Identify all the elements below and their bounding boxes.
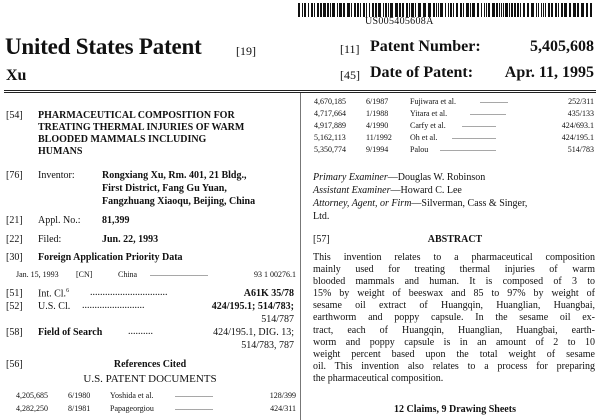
abstract-line-4: 15% by weight of beeswax and 85 to 97% by weight of: [313, 288, 595, 300]
intcl-sup: 6: [66, 288, 70, 294]
ref-right-3-number: 4,917,889: [314, 121, 346, 130]
attorney-line-2: Ltd.: [313, 211, 330, 222]
foreign-cn: [CN]: [76, 270, 93, 279]
ref-right-3-class: 424/693.1: [561, 121, 594, 130]
uscl-value-1: 424/195.1; 514/783;: [211, 301, 294, 312]
ref-right-2-class: 435/133: [567, 109, 594, 118]
abstract-line-9: weight percent based upon the total weight of sesame: [313, 348, 595, 360]
search-value-1: 424/195.1, DIG. 13;: [213, 327, 294, 338]
ref-right-1-name: Fujiwara et al.: [410, 97, 456, 106]
title-line-1: PHARMACEUTICAL COMPOSITION FOR: [38, 110, 235, 121]
ref-left-1-date: 6/1980: [68, 391, 91, 400]
abstract-field-code: [57]: [313, 234, 330, 245]
title-code: [19]: [236, 44, 256, 58]
patent-number-label: Patent Number:: [370, 38, 481, 55]
inventor-label: Inventor:: [38, 170, 75, 181]
abstract-line-8: worm and poppy capsule is in an amount of 2 to 10: [313, 336, 595, 348]
inventor-surname: Xu: [6, 67, 27, 84]
refs-field-code: [56]: [6, 359, 23, 370]
patent-number-code: [11]: [340, 42, 360, 56]
ref-right-4-number: 5,162,113: [314, 133, 346, 142]
ref-left-1-number: 4,205,685: [16, 391, 48, 400]
ref-right-5-number: 5,350,774: [314, 145, 346, 154]
foreign-field-code: [30]: [6, 252, 23, 263]
patent-number: 5,405,608: [530, 38, 594, 55]
abstract-line-1: This invention relates to a pharmaceutical composition: [313, 252, 595, 263]
assistant-examiner: [313, 185, 462, 196]
intcl-value: A61K 35/78: [243, 288, 294, 299]
search-value-2: 514/783, 787: [241, 340, 294, 351]
attorney-name: —Silverman, Cass & Singer,: [411, 198, 528, 209]
primary-examiner: [313, 172, 485, 183]
date-code: [45]: [340, 68, 360, 82]
ref-left-2-class: 424/311: [270, 404, 296, 413]
barcode: [298, 3, 594, 17]
ref-left-1-class: 128/399: [269, 391, 296, 400]
uscl-value-2: 514/787: [261, 314, 294, 325]
ref-right-3-name: Carfy et al.: [410, 121, 446, 130]
ref-right-4-class: 424/195.1: [561, 133, 594, 142]
appl-number: 81,399: [102, 215, 130, 226]
uscl-field-code: [52]: [6, 301, 23, 312]
ref-left-1-name: Yoshida et al.: [110, 391, 154, 400]
filed-label: Filed:: [38, 234, 62, 245]
claims-summary: 12 Claims, 9 Drawing Sheets: [394, 404, 516, 415]
ref-left-2-name: Papageorgiou: [110, 404, 154, 413]
inventor-line-3: Fangzhuang Xiaoqu, Beijing, China: [102, 196, 256, 207]
ref-right-1-number: 4,670,185: [314, 97, 346, 106]
assistant-examiner-name: —Howard C. Lee: [390, 185, 462, 196]
assistant-examiner-label: Assistant Examiner: [313, 185, 391, 196]
primary-examiner-name: —Douglas W. Robinson: [387, 172, 486, 183]
foreign-date: Jan. 15, 1993: [16, 270, 59, 279]
ref-right-2-name: Yitara et al.: [410, 109, 448, 118]
ref-right-5-name: Palou: [410, 145, 429, 154]
header-rule-top: [4, 90, 596, 91]
title-line-4: HUMANS: [38, 146, 83, 157]
patent-date: Apr. 11, 1995: [504, 64, 594, 81]
abstract-line-5: sesame oil extract of Huangqin, Huanglian, Huangbai,: [313, 300, 595, 312]
ref-right-1-class: 252/311: [568, 97, 594, 106]
ref-left-2-number: 4,282,250: [16, 404, 48, 413]
abstract-line-6: earthworm and poppy capsule. In the sesame oil ex-: [313, 312, 595, 324]
ref-right-5-class: 514/783: [567, 145, 594, 154]
column-divider: [300, 93, 301, 420]
search-label: Field of Search: [38, 327, 103, 338]
uscl-label: U.S. Cl.: [38, 301, 71, 312]
abstract-line-10: oil. This invention also relates to a process for preparing: [313, 360, 595, 372]
title-line-2: TREATING THERMAL INJURIES OF WARM: [38, 122, 245, 133]
search-field-code: [58]: [6, 327, 23, 338]
ref-right-2-date: 1/1988: [366, 109, 389, 118]
abstract-line-3: blooded mammals and human. It is composed of 3 to: [313, 276, 595, 288]
intcl-label: Int. Cl.: [38, 288, 67, 300]
ref-right-4-name: Oh et al.: [410, 133, 438, 142]
appl-field-code: [21]: [6, 215, 23, 226]
foreign-number: 93 1 00276.1: [254, 270, 296, 279]
foreign-title: Foreign Application Priority Data: [38, 252, 183, 263]
abstract-title: ABSTRACT: [427, 234, 483, 245]
patent-page: US005405608A United States Patent [19] Xu [11] Patent Number: 5,405,608 [45] Date of Patent: Apr. 11, 1995 [54] PHARMACEUTICAL COMPOSITION FOR TREATING THERMAL INJURIES OF WARM BLOODED MAMMALS INCLUDING HUMANS [76] Inventor: Rongxiang Xu, Rm. 401, 21 Bldg., First District, Fang Gu Yuan, Fangzhuang Xiaoqu, Beijing, China [21] Appl. No.: 81,399 [22] Filed: Jun. 22, 1993 [30] Foreign Application Priority Data Jan. 15, 1993 [CN] China ............................. 93 1 00276.1 [51] Int. Cl.$^6$ ............................... A61K 35/78 [52] U.S. Cl. ......................... 424/195.1; 514/783; 514/787 [58] Field of Search .......... 424/195.1, DIG. 13; 514/783, 787 [56] References Cited U.S. PATENT DOCUMENTS 4,205,685 6/1980 Yoshida et al. ................... 128/399 4,282,250 8/1981 Papageorgiou ................... 424/311 4,670,185 6/1987 Fujiwara et al. .............. 252/311 4,717,664 1/1988 Yitara et al. .................. 435/133 4,917,889 4/1990 Carfy et al. ................. 424/693.1 5,162,113 11/1992 Oh et al. ...................... 424/195.1 5,350,774 9/1994 Palou ............................ 514/783 Primary Examiner—Douglas W. Robinson Assistant Examiner—Howard C. Lee Attorney, Agent, or Firm—Silverman, Cass & Singer, Ltd. [57] ABSTRACT This invention relates to a pharmaceutical composition mainly used for treating thermal injuries of warm blooded mammals and human. It is composed of 3 to 15% by weight of beeswax and 85 to 97% by weight of sesame oil extract of Huangqin, Huanglian, Huangbai, earthworm and poppy capsule. In the sesame oil ex- tract, each of Huangqin, Huanglian, Huangbai, earth- worm and poppy capsule is in an amount of 2 to 10 weight percent based upon the total weight of sesame oil. This invention also relates to a process for preparing the pharmaceutical composition. 12 Claims, 9 Drawing Sheets: [0, 0, 600, 420]
us-docs-title: U.S. PATENT DOCUMENTS: [83, 373, 217, 385]
foreign-country: China: [118, 270, 138, 279]
date-label: Date of Patent:: [370, 64, 474, 81]
ref-right-5-date: 9/1994: [366, 145, 389, 154]
refs-title: References Cited: [113, 359, 187, 370]
inventor-line-2: First District, Fang Gu Yuan,: [102, 183, 227, 194]
barcode-number: US005405608A: [365, 16, 434, 27]
ref-right-4-date: 11/1992: [366, 133, 392, 142]
abstract-line-7: tract, each of Huangqin, Huanglian, Huangbai, earth-: [313, 324, 595, 336]
patent-country-title: United States Patent: [5, 34, 202, 59]
inventor-field-code: [76]: [6, 170, 23, 181]
abstract-line-11: the pharmaceutical composition.: [313, 372, 444, 384]
inventor-line-1: Rongxiang Xu, Rm. 401, 21 Bldg.,: [102, 170, 247, 181]
intcl-field-code: [51]: [6, 288, 23, 299]
ref-right-2-number: 4,717,664: [314, 109, 346, 118]
ref-right-1-date: 6/1987: [366, 97, 389, 106]
filed-date: Jun. 22, 1993: [102, 234, 159, 245]
attorney: [313, 198, 527, 209]
ref-right-3-date: 4/1990: [366, 121, 389, 130]
abstract-line-2: mainly used for treating thermal injuries of warm: [313, 264, 595, 276]
appl-label: Appl. No.:: [38, 215, 81, 226]
ref-left-2-date: 8/1981: [68, 404, 91, 413]
filed-field-code: [22]: [6, 234, 23, 245]
title-field-code: [54]: [6, 110, 23, 121]
primary-examiner-label: Primary Examiner: [313, 172, 388, 183]
title-line-3: BLOODED MAMMALS INCLUDING: [38, 134, 207, 145]
abstract-body: [313, 252, 595, 385]
attorney-label: Attorney, Agent, or Firm: [313, 198, 412, 209]
